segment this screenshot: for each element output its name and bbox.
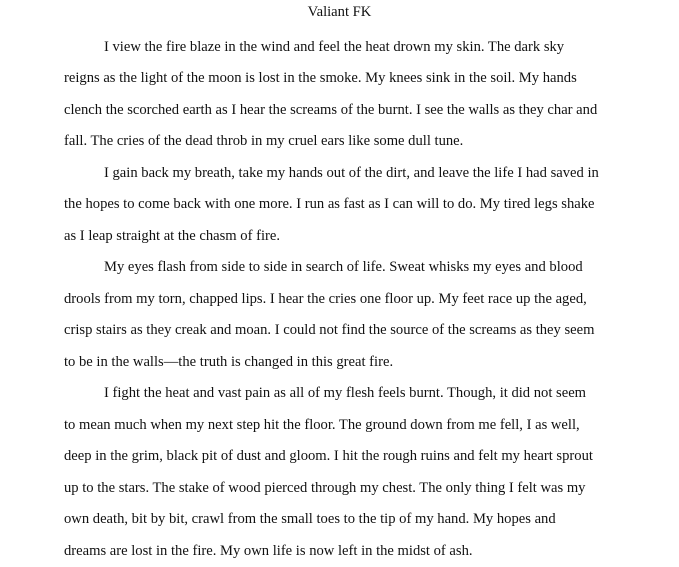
paragraph: My eyes flash from side to side in search of life. Sweat whisks my eyes and blood drools from my torn, chapped lips. I hear the cries one floor up. My feet race up the aged, crisp stairs as they creak and moan. I could not find the source of the screams as they seem to be in the walls—the truth is changed in this great fire. [64,252,600,378]
paragraph: I view the fire blaze in the wind and feel the heat drown my skin. The dark sky reigns as the light of the moon is lost in the smoke. My knees sink in the soil. My hands clench the scorched earth as I hear the screams of the burnt. I see the walls as they char and fall. The cries of the dead throb in my cruel ears like some dull tune. [64,32,600,158]
document-title: Valiant FK [0,0,679,21]
paragraph: I gain back my breath, take my hands out of the dirt, and leave the life I had saved in the hopes to come back with one more. I run as fast as I can will to do. My tired legs shake as I leap straight at the chasm of fire. [64,158,600,253]
document-body [64,32,600,567]
paragraph: I fight the heat and vast pain as all of my flesh feels burnt. Though, it did not seem to mean much when my next step hit the floor. The ground down from me fell, I as well, deep in the grim, black pit of dust and gloom. I hit the rough ruins and felt my heart sprout up to the stars. The stake of wood pierced through my chest. The only thing I felt was my own death, bit by bit, crawl from the small toes to the tip of my hand. My hopes and dreams are lost in the fire. My own life is now left in the midst of ash. [64,378,600,567]
